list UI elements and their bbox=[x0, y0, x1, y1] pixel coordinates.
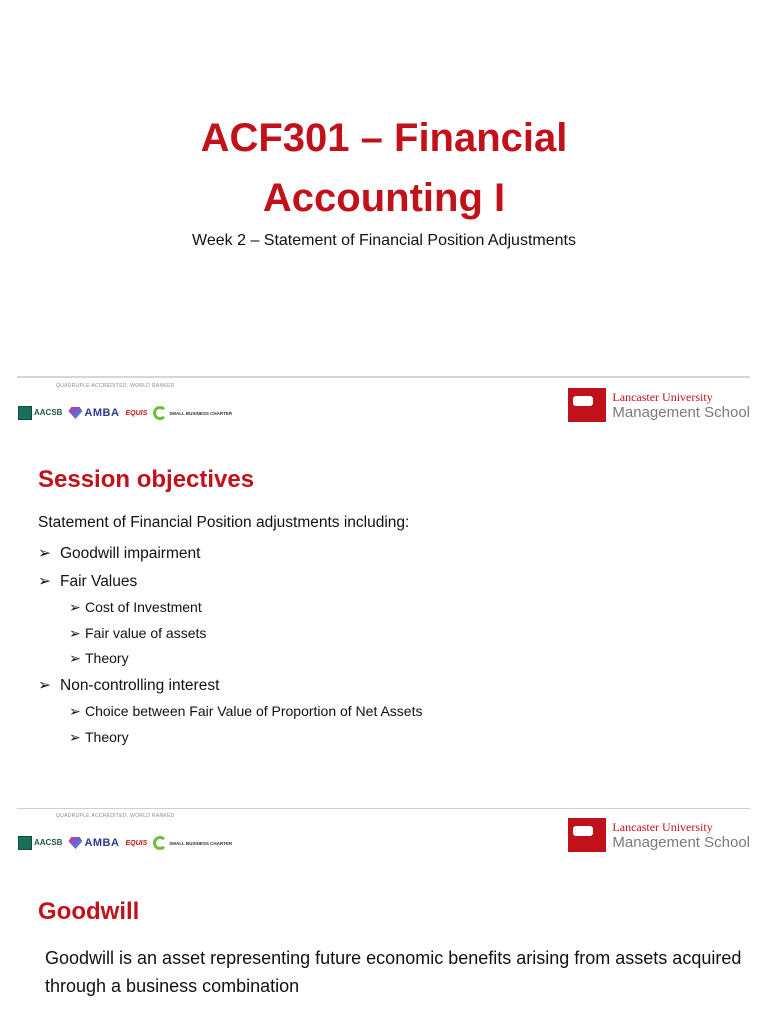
objective-label: Fair Values bbox=[60, 572, 138, 590]
objective-label: Non-controlling interest bbox=[60, 676, 220, 694]
aacsb-logo bbox=[18, 406, 62, 420]
aacsb-label: AACSB bbox=[34, 838, 63, 847]
objectives-intro: Statement of Financial Position adjustments including: bbox=[38, 514, 410, 531]
objective-item bbox=[38, 595, 422, 621]
sbc-logo bbox=[153, 836, 232, 850]
diamond-icon bbox=[68, 407, 82, 419]
aacsb-icon bbox=[18, 406, 32, 420]
aacsb-label: AACSB bbox=[34, 408, 63, 417]
accreditation-footer bbox=[0, 810, 768, 862]
slide-divider bbox=[17, 808, 750, 809]
accreditation-footer bbox=[0, 380, 768, 432]
arrow-bullet-icon: ➢ bbox=[69, 599, 81, 615]
sbc-label: SMALL BUSINESS CHARTER bbox=[169, 840, 233, 846]
title-line-2: Accounting I bbox=[262, 176, 506, 220]
equis-logo: EQUIS bbox=[125, 839, 148, 847]
lancaster-crest-icon bbox=[568, 818, 606, 852]
sbc-ring-icon bbox=[153, 836, 167, 850]
goodwill-slide bbox=[0, 810, 768, 1024]
slide-subtitle: Week 2 – Statement of Financial Position Adjustments bbox=[192, 232, 576, 249]
objective-item bbox=[38, 621, 422, 647]
school-name: Management School bbox=[612, 833, 750, 851]
accreditation-logos bbox=[18, 832, 232, 854]
objectives-heading: Session objectives bbox=[38, 466, 255, 493]
arrow-bullet-icon: ➢ bbox=[38, 545, 51, 562]
slide-title bbox=[0, 108, 768, 228]
lancaster-logo bbox=[568, 818, 750, 852]
objective-label: Choice between Fair Value of Proportion of Net Assets bbox=[85, 703, 423, 719]
title-slide bbox=[0, 0, 768, 378]
equis-logo: EQUIS bbox=[125, 409, 148, 417]
objective-item bbox=[38, 699, 422, 725]
accreditation-caption: QUADRUPLE ACCREDITED, WORLD RANKED bbox=[56, 383, 175, 389]
university-name: Lancaster University bbox=[612, 819, 713, 834]
objective-item bbox=[38, 540, 422, 568]
objective-item bbox=[38, 672, 422, 700]
aacsb-logo bbox=[18, 836, 62, 850]
university-name: Lancaster University bbox=[612, 389, 713, 404]
school-name: Management School bbox=[612, 403, 750, 421]
goodwill-definition: Goodwill is an asset representing future economic benefits arising from assets acquired through a business combination bbox=[45, 948, 742, 996]
arrow-bullet-icon: ➢ bbox=[38, 572, 51, 590]
objective-item bbox=[38, 725, 422, 751]
objective-label: Cost of Investment bbox=[85, 599, 202, 615]
accreditation-caption: QUADRUPLE ACCREDITED, WORLD RANKED bbox=[56, 813, 175, 819]
amba-label: AMBA bbox=[84, 407, 120, 419]
sbc-ring-icon bbox=[153, 406, 167, 420]
arrow-bullet-icon: ➢ bbox=[69, 728, 81, 745]
amba-label: AMBA bbox=[84, 837, 120, 849]
objective-item bbox=[38, 568, 422, 596]
objectives-list bbox=[38, 540, 422, 750]
sbc-label: SMALL BUSINESS CHARTER bbox=[169, 410, 233, 416]
lancaster-logo bbox=[568, 388, 750, 422]
objective-item bbox=[38, 646, 422, 672]
objective-label: Goodwill impairment bbox=[60, 545, 201, 562]
sbc-logo bbox=[153, 406, 232, 420]
objective-label: Fair value of assets bbox=[85, 624, 207, 641]
diamond-icon bbox=[68, 837, 82, 849]
title-line-1: ACF301 – Financial bbox=[200, 116, 568, 160]
accreditation-logos bbox=[18, 402, 232, 424]
goodwill-heading: Goodwill bbox=[38, 898, 140, 925]
objective-label: Theory bbox=[85, 650, 129, 666]
objectives-slide bbox=[0, 380, 768, 810]
amba-logo bbox=[68, 407, 119, 419]
objective-label: Theory bbox=[85, 728, 129, 745]
slide-divider bbox=[17, 376, 750, 378]
aacsb-icon bbox=[18, 836, 32, 850]
amba-logo bbox=[68, 837, 119, 849]
arrow-bullet-icon: ➢ bbox=[69, 624, 81, 641]
arrow-bullet-icon: ➢ bbox=[38, 676, 51, 694]
arrow-bullet-icon: ➢ bbox=[69, 650, 81, 666]
lancaster-crest-icon bbox=[568, 388, 606, 422]
arrow-bullet-icon: ➢ bbox=[69, 703, 81, 719]
